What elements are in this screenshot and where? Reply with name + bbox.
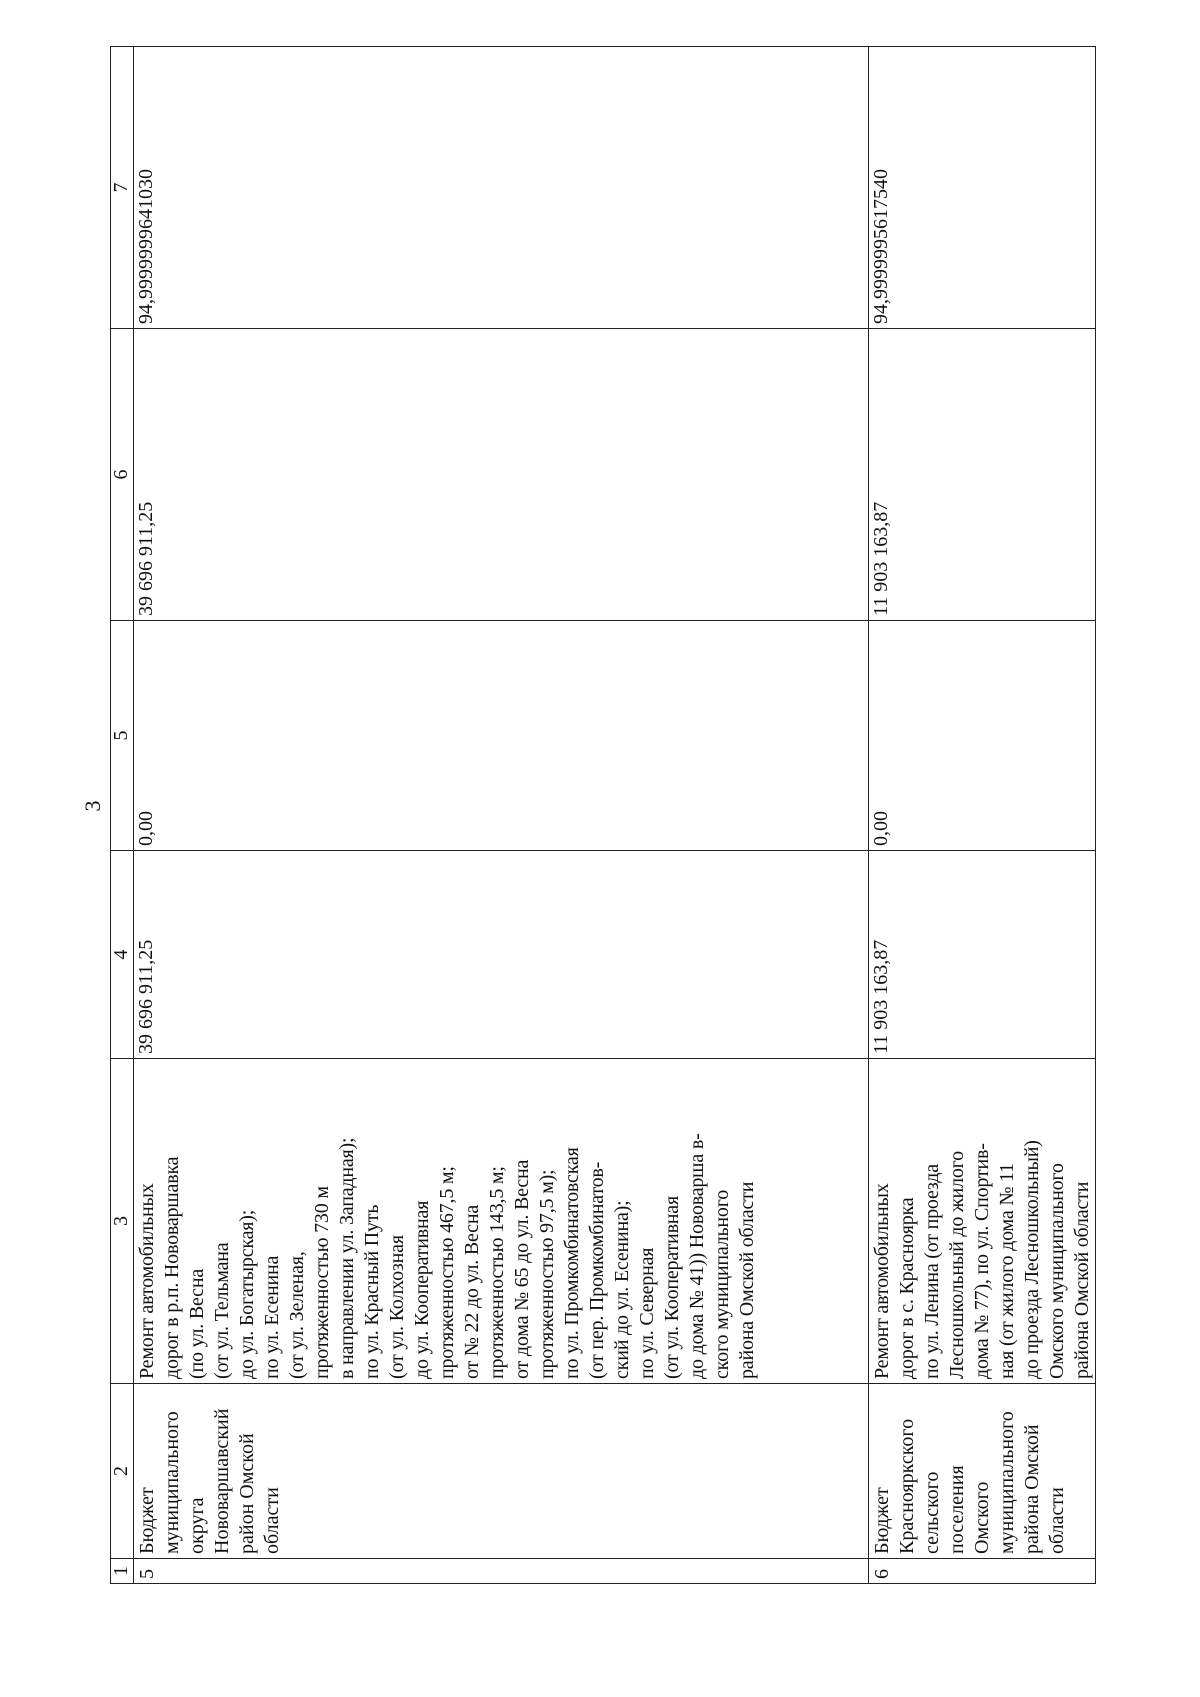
percentage: 94,9999995617540 <box>869 47 1096 329</box>
amount-col5: 0,00 <box>134 621 869 851</box>
header-col-2: 2 <box>111 1384 134 1559</box>
amount-total: 39 696 911,25 <box>134 851 869 1059</box>
budget-name: Бюджет муниципального округа Нововаршавский район Омской области <box>134 1384 869 1559</box>
header-col-6: 6 <box>111 329 134 621</box>
amount-total: 11 903 163,87 <box>869 851 1096 1059</box>
amount-col6: 11 903 163,87 <box>869 329 1096 621</box>
row-number: 5 <box>134 1559 869 1584</box>
header-col-5: 5 <box>111 621 134 851</box>
header-col-7: 7 <box>111 47 134 329</box>
amount-col5: 0,00 <box>869 621 1096 851</box>
budget-table <box>110 46 1096 1584</box>
header-col-3: 3 <box>111 1059 134 1384</box>
table-row <box>134 47 869 1584</box>
header-row <box>111 47 134 1584</box>
budget-table-container <box>110 47 1093 1584</box>
work-description: Ремонт автомобильных дорог в р.п. Нововаршавка (по ул. Весна (от ул. Тельмана до ул. Богатырская); по ул. Есенина (от ул. Зеленая, протяженностью 730 м в направлении ул. Западная); по ул. Красный Путь (от ул. Колхозная до ул. Кооперативная протяженностью 467,5 м; от № 22 до ул. Весна протяженностью 143,5 м; от дома № 65 до ул. Весна протяженностью 97,5 м); по ул. Промкомбинатовская (от пер. Промкомбинатов- ский до ул. Есенина); по ул. Северная (от ул. Кооперативная до дома № 41)) Нововарша в- ского муниципального района Омской области <box>134 1059 869 1384</box>
page-number: 3 <box>80 800 105 812</box>
budget-name: Бюджет Краснояркского сельского поселения Омского муниципального района Омской области <box>869 1384 1096 1559</box>
work-description: Ремонт автомобильных дорог в с. Красноярка по ул. Ленина (от проезда Лесношкольный до жилого дома № 77), по ул. Спортив- ная (от жилого дома № 11 до проезда Лесношкольный) Омского муниципального района Омской области <box>869 1059 1096 1384</box>
percentage: 94,9999999641030 <box>134 47 869 329</box>
amount-col6: 39 696 911,25 <box>134 329 869 621</box>
row-number: 6 <box>869 1559 1096 1584</box>
header-col-1: 1 <box>111 1559 134 1584</box>
table-row <box>869 47 1096 1584</box>
header-col-4: 4 <box>111 851 134 1059</box>
